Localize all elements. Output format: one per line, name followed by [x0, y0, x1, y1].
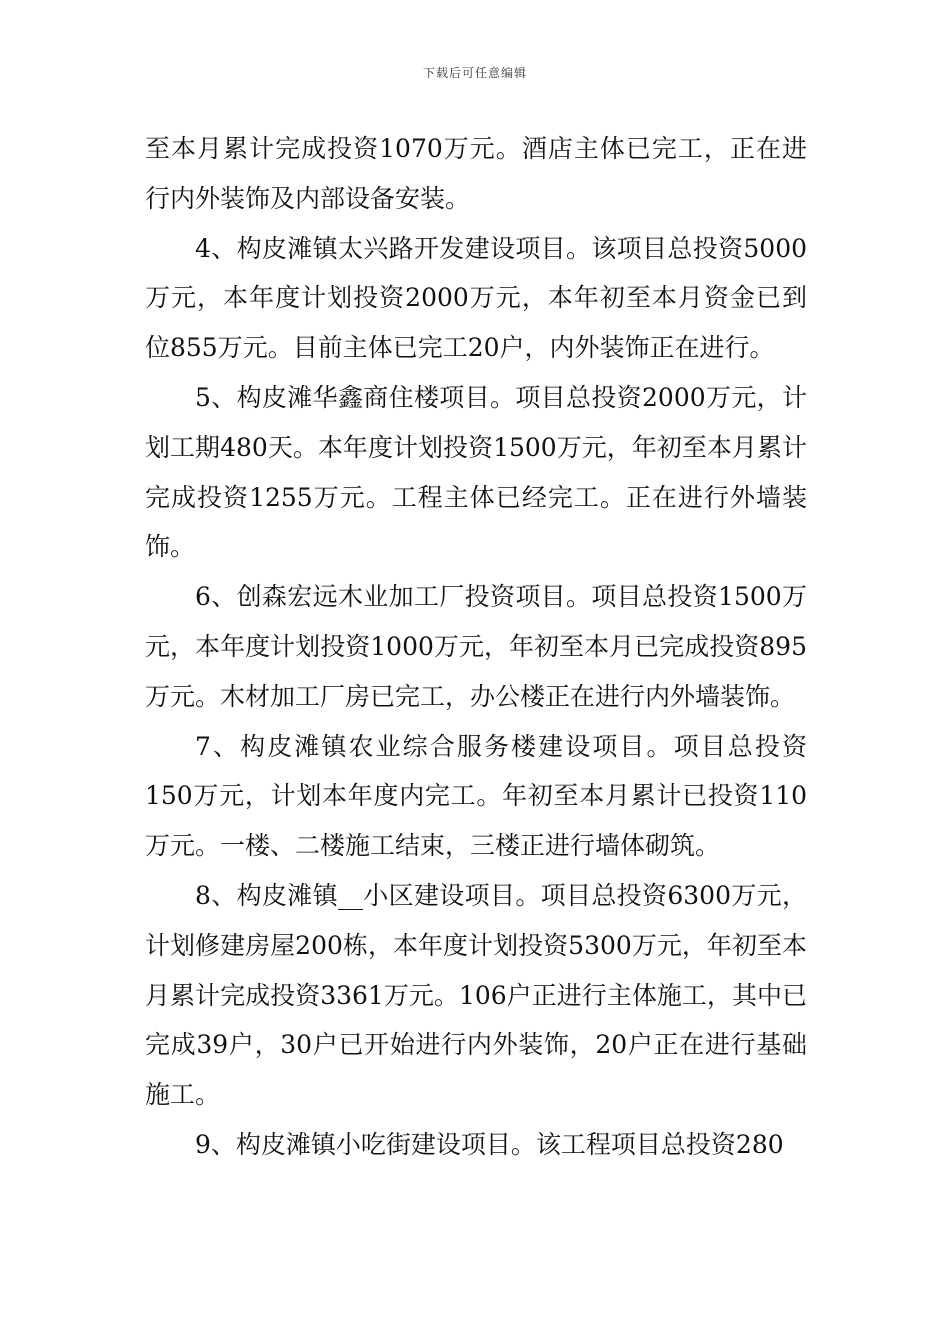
- page-header: 下载后可任意编辑: [422, 66, 527, 80]
- paragraph-7: 9、构皮滩镇小吃街建设项目。该工程项目总投资280: [195, 1129, 784, 1159]
- paragraph-4: 6、创森宏远木业加工厂投资项目。项目总投资1500万元，本年度计划投资1000万元，年初至本月已完成投资895万元。木材加工厂房已完工，办公楼正在进行内外墙装饰。: [145, 582, 807, 711]
- paragraph-6: 8、构皮滩镇__小区建设项目。项目总投资6300万元，计划修建房屋200栋，本年度计划投资5300万元，年初至本月累计完成投资3361万元。106户正进行主体施工，其中已完成39户，30户已开始进行内外装饰，20户正在进行基础施工。: [145, 880, 807, 1110]
- document-body: [145, 124, 807, 1170]
- paragraph-3: 5、构皮滩华鑫商住楼项目。项目总投资2000万元，计划工期480天。本年度计划投资1500万元，年初至本月累计完成投资1255万元。工程主体已经完工。正在进行外墙装饰。: [145, 382, 807, 562]
- paragraph-5: 7、构皮滩镇农业综合服务楼建设项目。项目总投资150万元，计划本年度内完工。年初至本月累计已投资110万元。一楼、二楼施工结束，三楼正进行墙体砌筑。: [145, 731, 807, 861]
- paragraph-2: 4、构皮滩镇太兴路开发建设项目。该项目总投资5000万元，本年度计划投资2000万元，本年初至本月资金已到位855万元。目前主体已完工20户，内外装饰正在进行。: [145, 233, 807, 363]
- paragraph-1: 至本月累计完成投资1070万元。酒店主体已完工，正在进行内外装饰及内部设备安装。: [145, 134, 807, 213]
